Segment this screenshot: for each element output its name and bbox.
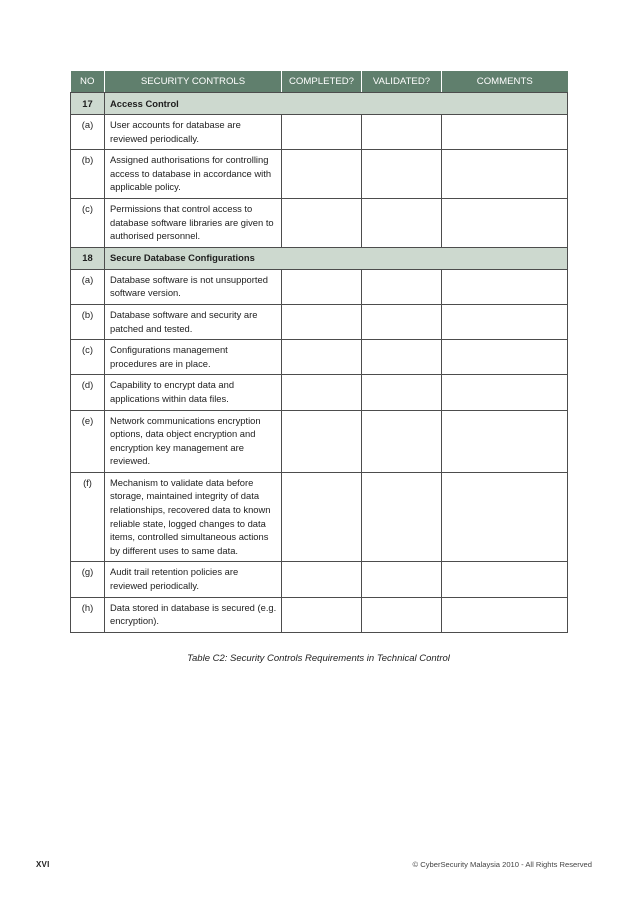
table-header-row xyxy=(71,71,568,93)
row-id: (b) xyxy=(71,304,105,339)
control-text: Data stored in database is secured (e.g. encryption). xyxy=(105,597,282,632)
control-text: Database software is not unsupported software version. xyxy=(105,269,282,304)
section-number: 17 xyxy=(71,93,105,115)
row-id: (a) xyxy=(71,269,105,304)
control-text: Capability to encrypt data and applications within data files. xyxy=(105,375,282,410)
completed-cell[interactable] xyxy=(282,269,362,304)
table-row xyxy=(71,597,568,632)
completed-cell[interactable] xyxy=(282,375,362,410)
header-completed: COMPLETED? xyxy=(282,71,362,93)
comments-cell[interactable] xyxy=(442,115,568,150)
comments-cell[interactable] xyxy=(442,562,568,597)
completed-cell[interactable] xyxy=(282,198,362,247)
comments-cell[interactable] xyxy=(442,597,568,632)
comments-cell[interactable] xyxy=(442,375,568,410)
completed-cell[interactable] xyxy=(282,472,362,562)
control-text: Permissions that control access to database software libraries are given to authorised personnel. xyxy=(105,198,282,247)
completed-cell[interactable] xyxy=(282,115,362,150)
completed-cell[interactable] xyxy=(282,150,362,199)
header-security-controls: SECURITY CONTROLS xyxy=(105,71,282,93)
validated-cell[interactable] xyxy=(362,269,442,304)
security-controls-table xyxy=(70,71,568,633)
section-row-secure-database-configurations xyxy=(71,247,568,269)
header-comments: COMMENTS xyxy=(442,71,568,93)
page-number: XVI xyxy=(36,860,50,869)
table-row xyxy=(71,410,568,472)
completed-cell[interactable] xyxy=(282,340,362,375)
row-id: (b) xyxy=(71,150,105,199)
comments-cell[interactable] xyxy=(442,150,568,199)
validated-cell[interactable] xyxy=(362,198,442,247)
table-row xyxy=(71,269,568,304)
comments-cell[interactable] xyxy=(442,304,568,339)
completed-cell[interactable] xyxy=(282,304,362,339)
table-row xyxy=(71,562,568,597)
validated-cell[interactable] xyxy=(362,562,442,597)
row-id: (a) xyxy=(71,115,105,150)
table-row xyxy=(71,150,568,199)
control-text: Assigned authorisations for controlling access to database in accordance with applicable policy. xyxy=(105,150,282,199)
validated-cell[interactable] xyxy=(362,410,442,472)
header-no: NO xyxy=(71,71,105,93)
completed-cell[interactable] xyxy=(282,410,362,472)
section-title: Secure Database Configurations xyxy=(105,247,568,269)
table-row xyxy=(71,472,568,562)
row-id: (f) xyxy=(71,472,105,562)
comments-cell[interactable] xyxy=(442,269,568,304)
comments-cell[interactable] xyxy=(442,472,568,562)
validated-cell[interactable] xyxy=(362,597,442,632)
validated-cell[interactable] xyxy=(362,150,442,199)
row-id: (c) xyxy=(71,340,105,375)
row-id: (c) xyxy=(71,198,105,247)
validated-cell[interactable] xyxy=(362,304,442,339)
table-row xyxy=(71,340,568,375)
control-text: Configurations management procedures are in place. xyxy=(105,340,282,375)
row-id: (h) xyxy=(71,597,105,632)
validated-cell[interactable] xyxy=(362,472,442,562)
validated-cell[interactable] xyxy=(362,375,442,410)
header-validated: VALIDATED? xyxy=(362,71,442,93)
control-text: Mechanism to validate data before storage, maintained integrity of data relationships, recovered data to known reliable state, logged changes to data items, controlled simultaneous actions by different uses to same data. xyxy=(105,472,282,562)
completed-cell[interactable] xyxy=(282,597,362,632)
copyright-notice: © CyberSecurity Malaysia 2010 - All Rights Reserved xyxy=(412,860,592,869)
section-row-access-control xyxy=(71,93,568,115)
control-text: User accounts for database are reviewed periodically. xyxy=(105,115,282,150)
completed-cell[interactable] xyxy=(282,562,362,597)
table-caption: Table C2: Security Controls Requirements in Technical Control xyxy=(187,653,450,664)
comments-cell[interactable] xyxy=(442,410,568,472)
control-text: Network communications encryption options, data object encryption and encryption key management are reviewed. xyxy=(105,410,282,472)
validated-cell[interactable] xyxy=(362,115,442,150)
table-row xyxy=(71,375,568,410)
section-title: Access Control xyxy=(105,93,568,115)
comments-cell[interactable] xyxy=(442,198,568,247)
validated-cell[interactable] xyxy=(362,340,442,375)
table-row xyxy=(71,115,568,150)
section-number: 18 xyxy=(71,247,105,269)
row-id: (e) xyxy=(71,410,105,472)
comments-cell[interactable] xyxy=(442,340,568,375)
control-text: Database software and security are patched and tested. xyxy=(105,304,282,339)
table-row xyxy=(71,304,568,339)
row-id: (d) xyxy=(71,375,105,410)
row-id: (g) xyxy=(71,562,105,597)
control-text: Audit trail retention policies are reviewed periodically. xyxy=(105,562,282,597)
table-row xyxy=(71,198,568,247)
